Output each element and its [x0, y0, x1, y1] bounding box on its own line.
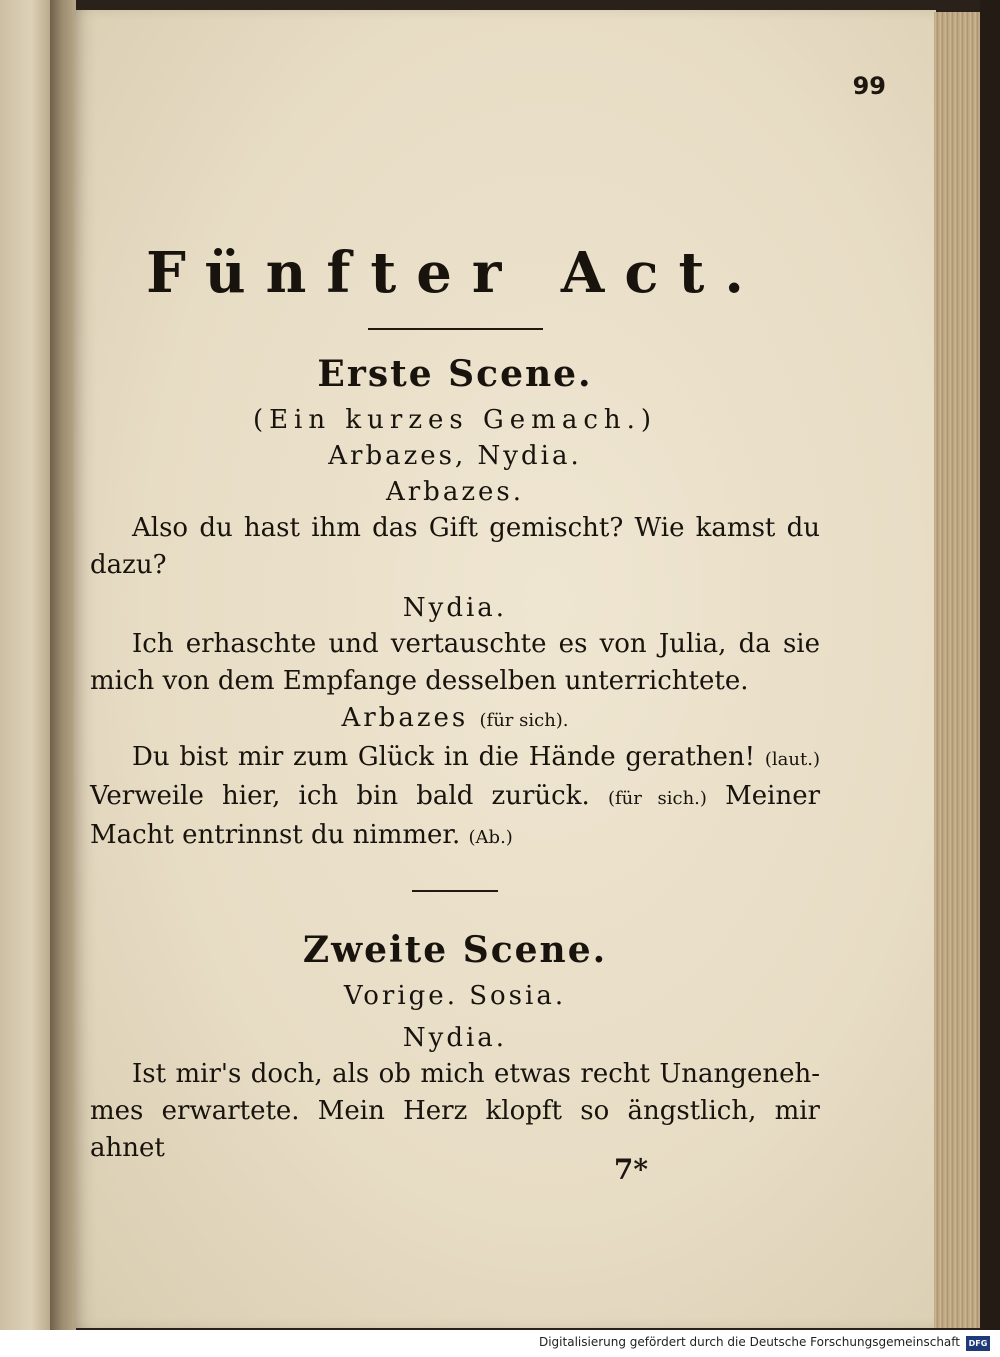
scene1-characters: Arbazes, Nydia.	[328, 441, 582, 471]
dialogue-line: Ist mir's doch, als ob mich etwas recht Unangeneh-mes erwartete. Mein Herz klopft so ängstlich, mir ahnet	[90, 1059, 820, 1163]
stage-direction: (für sich.)	[607, 788, 707, 809]
scene1-setting: (Ein kurzes Gemach.)	[252, 405, 658, 435]
act-title: Fünfter Act.	[146, 240, 764, 306]
scene2-characters: Vorige. Sosia.	[343, 981, 567, 1011]
left-page-edge	[0, 0, 52, 1330]
page-edges	[934, 12, 982, 1328]
page-number: 99	[852, 72, 886, 100]
speaker-arbazes-aside	[90, 700, 820, 739]
stage-direction: (Ab.)	[468, 827, 513, 848]
dialogue-text: Du bist mir zum Glück in die Hände gerathen!	[132, 742, 756, 772]
scene2-title: Zweite Scene.	[302, 929, 608, 971]
dialogue-text: Meiner Macht entrinnst du nimmer.	[90, 781, 821, 850]
page-content	[90, 240, 820, 1167]
speaker-nydia: Nydia.	[402, 1023, 508, 1053]
dfg-logo-icon: DFG	[966, 1336, 990, 1351]
book-gutter	[50, 0, 76, 1330]
act-divider	[368, 328, 543, 330]
dialogue-line: Also du hast ihm das Gift gemischt? Wie kamst du dazu?	[90, 513, 820, 580]
scan-border	[980, 0, 1000, 1330]
speaker-arbazes: Arbazes.	[385, 477, 525, 507]
scene1-title: Erste Scene.	[317, 353, 593, 395]
dialogue-text: Verweile hier, ich bin bald zurück.	[90, 781, 590, 811]
dialogue-line: Ich erhaschte und vertauschte es von Julia, da sie mich von dem Empfange desselben unterrichtete.	[90, 629, 820, 696]
funding-credit: Digitalisierung gefördert durch die Deutsche Forschungsgemeinschaft	[538, 1335, 960, 1349]
speaker-nydia: Nydia.	[402, 593, 508, 623]
stage-direction: (laut.)	[764, 749, 820, 770]
speaker-name: Arbazes	[341, 703, 469, 733]
dialogue-line	[90, 739, 820, 856]
scene-divider	[412, 890, 498, 892]
credit-bar	[0, 1330, 1000, 1357]
stage-direction: (für sich).	[479, 710, 569, 731]
signature-mark: 7*	[613, 1153, 648, 1186]
